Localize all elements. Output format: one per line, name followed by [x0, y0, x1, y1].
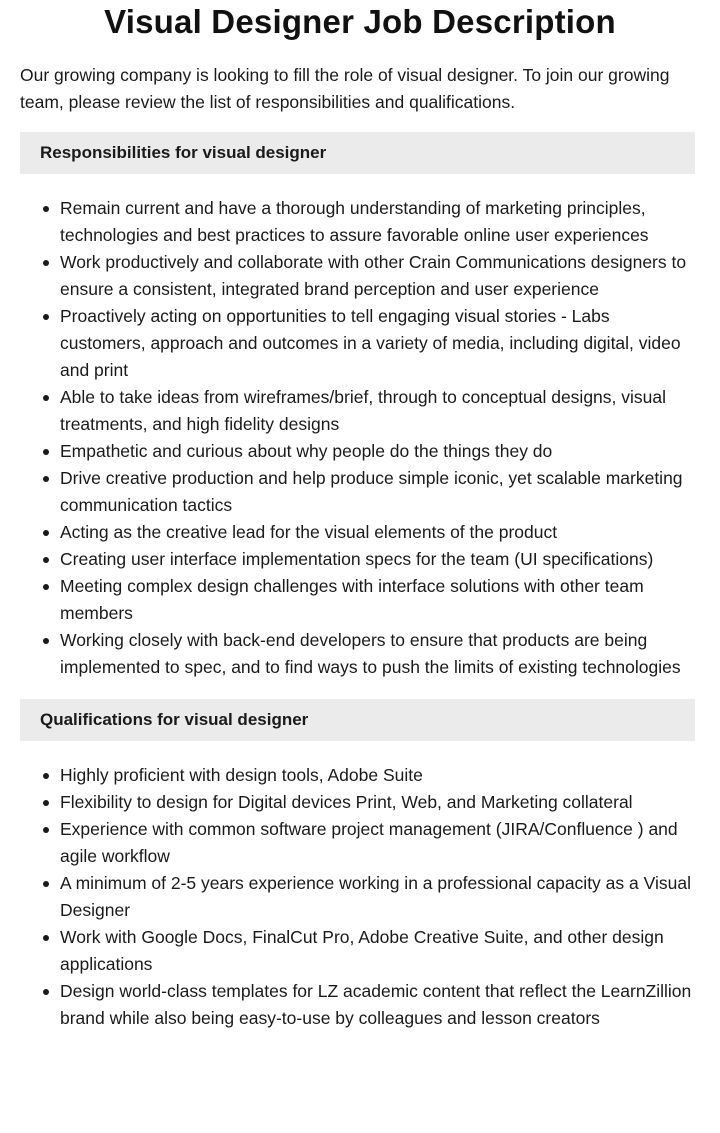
bullet-icon [43, 260, 49, 266]
responsibility-text: Working closely with back-end developers to ensure that products are being implemented to spec, and to find ways to push the limits of existing technologies [60, 630, 681, 677]
page-title: Visual Designer Job Description [104, 3, 616, 40]
responsibility-item [60, 519, 700, 546]
responsibilities-list [20, 195, 700, 681]
responsibility-text: Drive creative production and help produce simple iconic, yet scalable marketing communication tactics [60, 468, 683, 515]
bullet-icon [43, 476, 49, 482]
bullet-icon [43, 989, 49, 995]
qualification-item [60, 789, 700, 816]
responsibility-item [60, 627, 700, 681]
bullet-icon [43, 314, 49, 320]
qualification-text: A minimum of 2-5 years experience working in a professional capacity as a Visual Designer [60, 873, 691, 920]
qualification-item [60, 924, 700, 978]
bullet-icon [43, 530, 49, 536]
bullet-icon [43, 800, 49, 806]
qualification-item [60, 762, 700, 789]
responsibility-text: Meeting complex design challenges with interface solutions with other team members [60, 576, 644, 623]
responsibility-text: Proactively acting on opportunities to tell engaging visual stories - Labs customers, approach and outcomes in a variety of media, including digital, video and print [60, 306, 681, 380]
bullet-icon [43, 449, 49, 455]
bullet-icon [43, 638, 49, 644]
responsibility-text: Empathetic and curious about why people do the things they do [60, 441, 553, 461]
qualification-text: Flexibility to design for Digital devices Print, Web, and Marketing collateral [60, 792, 633, 812]
responsibility-item [60, 546, 700, 573]
responsibility-text: Remain current and have a thorough understanding of marketing principles, technologies and best practices to assure favorable online user experiences [60, 198, 649, 245]
responsibilities-heading: Responsibilities for visual designer [20, 132, 695, 174]
bullet-icon [43, 584, 49, 590]
qualification-text: Design world-class templates for LZ academic content that reflect the LearnZillion brand while also being easy-to-use by colleagues and lesson creators [60, 981, 692, 1028]
responsibility-item [60, 573, 700, 627]
qualifications-heading: Qualifications for visual designer [20, 699, 695, 741]
bullet-icon [43, 773, 49, 779]
responsibility-item [60, 438, 700, 465]
bullet-icon [43, 395, 49, 401]
responsibility-text: Creating user interface implementation specs for the team (UI specifications) [60, 549, 654, 569]
qualification-text: Highly proficient with design tools, Adobe Suite [60, 765, 423, 785]
qualification-item [60, 978, 700, 1032]
bullet-icon [43, 935, 49, 941]
qualification-text: Work with Google Docs, FinalCut Pro, Adobe Creative Suite, and other design applications [60, 927, 664, 974]
intro-paragraph: Our growing company is looking to fill the role of visual designer. To join our growing team, please review the list of responsibilities and qualifications. [20, 65, 670, 112]
responsibility-item [60, 195, 700, 249]
qualification-text: Experience with common software project management (JIRA/Confluence ) and agile workflow [60, 819, 678, 866]
responsibility-item [60, 249, 700, 303]
responsibility-item [60, 384, 700, 438]
qualifications-list [20, 762, 700, 1032]
bullet-icon [43, 557, 49, 563]
responsibility-text: Work productively and collaborate with other Crain Communications designers to ensure a consistent, integrated brand perception and user experience [60, 252, 687, 299]
bullet-icon [43, 881, 49, 887]
bullet-icon [43, 206, 49, 212]
responsibility-item [60, 303, 700, 384]
responsibility-text: Acting as the creative lead for the visual elements of the product [60, 522, 558, 542]
qualification-item [60, 870, 700, 924]
qualification-item [60, 816, 700, 870]
bullet-icon [43, 827, 49, 833]
responsibility-item [60, 465, 700, 519]
responsibility-text: Able to take ideas from wireframes/brief, through to conceptual designs, visual treatments, and high fidelity designs [60, 387, 667, 434]
